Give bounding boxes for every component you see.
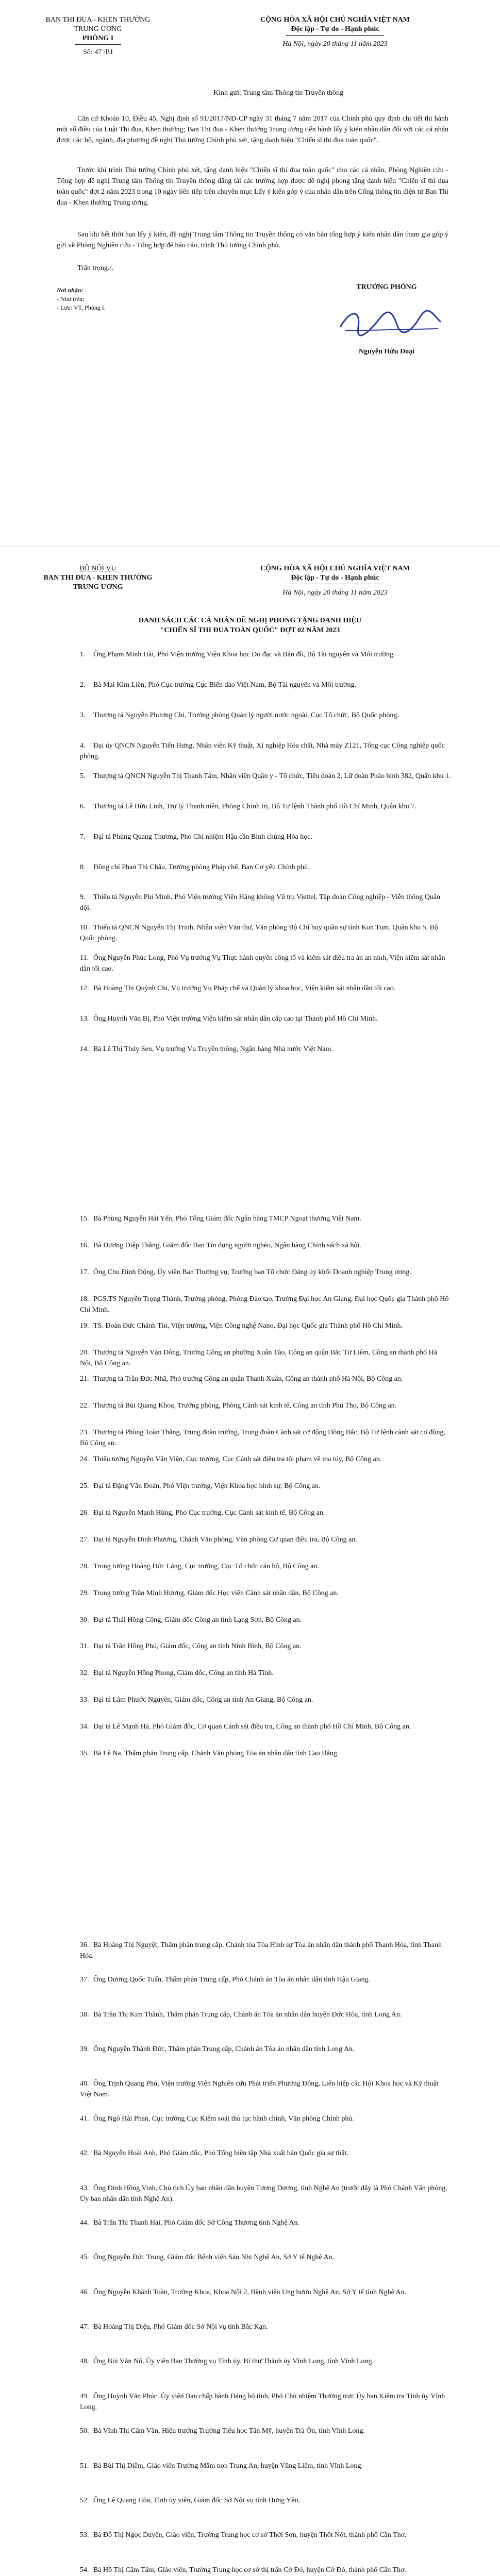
list-item-text: Đại tá Nguyễn Đình Phương, Chánh Văn phòng, Văn phòng Cơ quan điều tra, Bộ Công an. bbox=[93, 1535, 357, 1544]
list-item-number: 6. bbox=[80, 802, 86, 810]
list-item bbox=[80, 710, 451, 721]
list-item bbox=[80, 1668, 451, 1679]
org-line3: PHÒNG I bbox=[82, 35, 114, 42]
list-item-number: 54. bbox=[80, 2566, 89, 2574]
list-item-text: Đại tá Đặng Văn Đoàn, Phó Viện trưởng, Viện Khoa học hình sự, Bộ Công an. bbox=[93, 1482, 321, 1490]
recipients-block bbox=[57, 286, 106, 312]
list-item-text: Bà Nguyễn Hoài Anh, Phó Giám đốc, Phó Tổng biên tập Nhà xuất bản Quốc gia sự thật. bbox=[93, 2149, 348, 2158]
list-item bbox=[80, 1974, 451, 1985]
list-item-text: Thượng tá Nguyễn Phương Chi, Trưởng phòng Quản lý người nước ngoài, Cục Tổ chức, Bộ Quốc phòng. bbox=[93, 711, 399, 719]
list-item bbox=[80, 1374, 451, 1384]
list-item-number: 19. bbox=[80, 1321, 89, 1330]
list-item-number: 2. bbox=[80, 681, 86, 689]
list-item-text: Trung tướng Trần Minh Hương, Giám đốc Học viện Cảnh sát nhân dân, Bộ Công an. bbox=[93, 1589, 339, 1597]
list-title bbox=[21, 616, 479, 635]
list-item-number: 49. bbox=[80, 2392, 89, 2400]
list-item-text: PGS.TS Nguyễn Trọng Thành, Trưởng phòng, Phòng Đào tạo, Trường Đại học An Giang, Đại học Quốc gia Thành phố Hồ Chí Minh. bbox=[80, 1295, 449, 1314]
list-item bbox=[80, 2078, 451, 2100]
list-item-text: Ông Lê Quang Hòa, Tỉnh ủy viên, Giám đốc Sở Nội vụ tỉnh Hưng Yên. bbox=[93, 2496, 301, 2504]
list-item-text: Thượng tá Bùi Quang Khoa, Trưởng phòng, Phòng Cảnh sát kinh tế, Công an tỉnh Phú Thọ, Bộ Công an. bbox=[93, 1402, 397, 1410]
list-item bbox=[80, 1748, 451, 1759]
list-item bbox=[80, 2461, 451, 2471]
list-item bbox=[80, 832, 451, 842]
list-item-number: 35. bbox=[80, 1750, 89, 1758]
list-item bbox=[80, 1213, 451, 1224]
list-item bbox=[80, 1267, 451, 1278]
recipient-2: - Lưu: VT, Phòng I. bbox=[57, 304, 106, 311]
list-item-text: Thượng tá Lê Hữu Linh, Trợ lý Thanh niên, Phòng Chính trị, Bộ Tư lệnh Thành phố Hồ Chí Minh, Quân khu 7. bbox=[93, 802, 416, 810]
list-item-number: 23. bbox=[80, 1429, 89, 1437]
list-item-number: 48. bbox=[80, 2358, 89, 2366]
list-item-text: Bà Phùng Nguyễn Hải Yến, Phó Tổng Giám đốc Ngân hàng TMCP Ngoại thương Việt Nam. bbox=[93, 1215, 361, 1223]
list-item-text: Bà Mai Kim Liên, Phó Cục trưởng Cục Biển đảo Việt Nam, Bộ Tài nguyên và Môi trường. bbox=[93, 681, 357, 689]
recipients-label: Nơi nhận: bbox=[57, 286, 84, 294]
list-item-number: 47. bbox=[80, 2323, 89, 2331]
list-item bbox=[80, 1940, 451, 1961]
list-item-text: Bà Hoàng Thị Diệu, Phó Giám đốc Sở Nội vụ tỉnh Bắc Kạn. bbox=[93, 2323, 268, 2331]
list-item bbox=[80, 2009, 451, 2020]
list-item bbox=[80, 649, 451, 660]
list-item bbox=[80, 1400, 451, 1411]
list-item-number: 10. bbox=[80, 924, 89, 932]
list-item-number: 8. bbox=[80, 863, 86, 871]
list-item bbox=[80, 801, 451, 812]
list-item-text: Ông Nguyễn Đức Trung, Giám đốc Bệnh viện Sản Nhi Nghệ An, Sở Y tế Nghệ An. bbox=[93, 2253, 334, 2262]
list-item-text: Thượng tá Trần Đức Nhã, Phó trưởng Công an quận Thanh Xuân, Công an thành phố Hà Nội, Bộ Công an. bbox=[93, 1375, 403, 1383]
list-item-number: 36. bbox=[80, 1941, 89, 1949]
list-item-text: Đại tá Trần Hồng Phú, Giám đốc, Công an tỉnh Ninh Bình, Bộ Công an. bbox=[93, 1642, 302, 1651]
list-item-number: 37. bbox=[80, 1976, 89, 1984]
list-item bbox=[80, 1641, 451, 1652]
list-item-text: Ông Nguyễn Thành Đức, Thẩm phán Trung cấp, Chánh án Tòa án nhân dân tỉnh Long An. bbox=[93, 2045, 355, 2054]
list-item-text: Bà Hoàng Thị Nguyệt, Thẩm phán trung cấp, Chánh tòa Tòa Hình sự Tòa án nhân dân thành phố Thanh Hóa, tỉnh Thanh Hóa. bbox=[80, 1941, 442, 1960]
list-title-line1: DANH SÁCH CÁC CÁ NHÂN ĐỀ NGHỊ PHONG TẶNG DANH HIỆU bbox=[138, 617, 362, 624]
list-national-block bbox=[191, 564, 479, 598]
paragraph-3: Sau khi hết thời hạn lấy ý kiến, đề nghị Trung tâm Thông tin Truyền thông có văn bản tổng hợp ý kiến nhân dân tham gia góp ý gửi về Phòng Nghiên cứu - Tổng hợp để báo cáo, trình Thủ tướng Chính phủ. bbox=[57, 231, 448, 249]
list-item-text: Ông Đinh Hồng Vinh, Chủ tịch Ủy ban nhân dân huyện Tương Dương, tỉnh Nghệ An (trước đây là Phó Chánh Văn phòng, Ủy ban nhân dân tỉnh Nghệ An). bbox=[80, 2184, 447, 2203]
list-item bbox=[80, 1615, 451, 1625]
list-item-number: 5. bbox=[80, 772, 86, 780]
list-item-text: Thượng tá QNCN Nguyễn Thị Thanh Tâm, Nhân viên Quân y - Tổ chức, Tiểu đoàn 2, Lữ đoàn Pháo binh 382, Quân khu 1. bbox=[93, 772, 451, 780]
list-item-number: 21. bbox=[80, 1375, 89, 1383]
list-item bbox=[80, 2044, 451, 2055]
list-item bbox=[80, 1721, 451, 1732]
list-page bbox=[21, 559, 479, 2576]
signer-name: Nguyễn Hữu Đoại bbox=[359, 348, 414, 355]
recipient-1: - Như trên; bbox=[57, 295, 85, 302]
list-item-text: Ông Huỳnh Văn Phúc, Ủy viên Ban chấp hành Đảng bộ tỉnh, Phó Chủ nhiệm Thường trực Ủy ban Kiểm tra Tỉnh ủy Vĩnh Long. bbox=[80, 2392, 445, 2411]
doc-number: Số: 47 /P.I bbox=[83, 48, 113, 56]
list-item-number: 50. bbox=[80, 2427, 89, 2435]
letter-national-block bbox=[191, 15, 479, 49]
list-item bbox=[80, 2148, 451, 2159]
list-item-number: 32. bbox=[80, 1669, 89, 1677]
list-item-text: Bà Đỗ Thị Ngọc Duyên, Giáo viên, Trường Trung học cơ sở Thới Sơn, huyện Thốt Nốt, thành phố Cần Thơ. bbox=[93, 2531, 407, 2539]
list-item-number: 34. bbox=[80, 1723, 89, 1731]
list-item-text: Ông Chu Đình Động, Ủy viên Ban Thường vụ, Trưởng ban Tổ chức Đảng ủy khối Doanh nghiệp Trung ương. bbox=[93, 1268, 411, 1276]
list-item-number: 51. bbox=[80, 2462, 89, 2470]
list-item bbox=[80, 2252, 451, 2263]
list-item-number: 52. bbox=[80, 2496, 89, 2504]
list-item bbox=[80, 1013, 451, 1024]
list-item bbox=[80, 2391, 451, 2413]
list-item bbox=[80, 2287, 451, 2298]
list-item bbox=[80, 1507, 451, 1518]
list-item-number: 46. bbox=[80, 2288, 89, 2296]
list-item-number: 28. bbox=[80, 1562, 89, 1570]
list-item-number: 1. bbox=[80, 651, 86, 658]
list-item-text: Ông Dương Quốc Tuấn, Thẩm phán Trung cấp, Phó Chánh án Tòa án nhân dân tỉnh Hậu Giang. bbox=[93, 1976, 371, 1984]
list-org-line1: BỘ NỘI VỤ bbox=[79, 565, 116, 572]
motto: Độc lập - Tự do - Hạnh phúc bbox=[291, 25, 379, 33]
list-item bbox=[80, 2530, 451, 2540]
list-item-text: Ông Nguyễn Phúc Long, Phó Vụ trưởng Vụ Thực hành quyền công tố và kiểm sát điều tra án an ninh, Viện kiểm sát nhân dân tối cao. bbox=[80, 954, 445, 973]
list-item bbox=[80, 953, 451, 974]
list-item bbox=[80, 2426, 451, 2436]
list-item-text: Ông Bùi Văn Nô, Ủy viên Ban Thường vụ Tỉnh ủy, Bí thư Thành ủy Vĩnh Long, tỉnh Vĩnh Long. bbox=[93, 2358, 374, 2366]
list-item bbox=[80, 680, 451, 690]
list-item-number: 38. bbox=[80, 2010, 89, 2019]
list-item bbox=[80, 2495, 451, 2506]
list-item-text: Bà Hoàng Thị Quỳnh Chi, Vụ trưởng Vụ Pháp chế và Quản lý khoa học, Viện kiểm sát nhân dân tối cao. bbox=[93, 985, 396, 993]
list-item-text: Đại tá Thái Hồng Công, Giám đốc Công an tỉnh Lạng Sơn, Bộ Công an. bbox=[93, 1616, 302, 1624]
list-item-text: Thiếu tướng Nguyễn Văn Viện, Cục trưởng, Cục Cảnh sát điều tra tội phạm về ma túy, Bộ Công an. bbox=[93, 1455, 382, 1464]
list-item bbox=[80, 2183, 451, 2205]
list-org-block bbox=[21, 564, 175, 592]
list-item bbox=[80, 922, 451, 944]
list-item-number: 41. bbox=[80, 2114, 89, 2123]
list-item-number: 53. bbox=[80, 2531, 89, 2539]
list-item-number: 24. bbox=[80, 1455, 89, 1464]
list-item-number: 26. bbox=[80, 1509, 89, 1517]
list-item-text: Đại tá Nguyễn Hồng Phong, Giám đốc, Công an tỉnh Hà Tĩnh. bbox=[93, 1669, 274, 1677]
list-item-text: Đại tá Nguyễn Mạnh Hùng, Phó Cục trưởng, Cục Cảnh sát kinh tế, Bộ Công an. bbox=[93, 1509, 325, 1517]
list-item-text: Bà Hồ Thị Cẩm Tâm, Giáo viên, Trường Trung học cơ sở thị trấn Cờ Đỏ, huyện Cờ Đỏ, thành phố Cần Thơ. bbox=[93, 2566, 406, 2574]
list-item-number: 14. bbox=[80, 1045, 89, 1054]
sign-title: TRƯỞNG PHÒNG bbox=[356, 283, 417, 291]
list-item-number: 22. bbox=[80, 1402, 89, 1410]
list-item-number: 45. bbox=[80, 2253, 89, 2262]
list-item-number: 4. bbox=[80, 741, 86, 750]
list-title-line2: "CHIẾN SĨ THI ĐUA TOÀN QUỐC" ĐỢT 02 NĂM 2023 bbox=[160, 626, 340, 634]
list-item bbox=[80, 1694, 451, 1705]
list-item-text: Thiếu tá Nguyễn Phi Minh, Phó Viện trưởng Viện Hàng không Vũ trụ Viettel, Tập đoàn Công nghiệp - Viễn thông Quân đội. bbox=[80, 893, 441, 912]
list-item-text: Ông Huỳnh Văn Bị, Phó Viện trưởng Viện kiểm sát nhân dân cấp cao tại Thành phố Hồ Chí Minh. bbox=[93, 1015, 378, 1023]
list-item-text: Thượng tá Phùng Toàn Thắng, Trung đoàn trưởng, Trung đoàn Cảnh sát cơ động Đồng Bắc, Bộ Tư lệnh cảnh sát cơ động, Bộ Công an. bbox=[80, 1429, 445, 1448]
list-item-number: 9. bbox=[80, 893, 86, 902]
org-line1: BAN THI ĐUA - KHEN THƯỞNG bbox=[45, 16, 151, 24]
list-org-line2: BAN THI ĐUA - KHEN THƯỞNG bbox=[43, 574, 153, 582]
list-motto: Độc lập - Tự do - Hạnh phúc bbox=[291, 574, 379, 582]
signature-image bbox=[330, 299, 454, 340]
list-item-text: Bà Trần Thị Kim Thành, Thẩm phán Trung cấp, Chánh án Tòa án nhân dân huyện Đức Hòa, tỉnh Long An. bbox=[93, 2010, 402, 2019]
list-item-text: Bà Bùi Thị Diễm, Giáo viên Trường Mầm non Trung An, huyện Vũng Liêm, tỉnh Vĩnh Long. bbox=[93, 2462, 363, 2470]
list-item bbox=[80, 771, 451, 782]
list-item-text: Ông Trịnh Quang Phú, Viện trưởng Viện Nghiên cứu Phát triển Phương Đông, Liên hiệp các Hội Khoa học và Kỹ thuật Việt Nam. bbox=[80, 2080, 439, 2099]
letter-page bbox=[21, 10, 479, 526]
list-item bbox=[80, 1294, 451, 1315]
list-item-text: Đồng chí Phan Thị Châu, Trưởng phòng Pháp chế, Ban Cơ yếu Chính phủ. bbox=[93, 863, 310, 871]
list-item bbox=[80, 2113, 451, 2124]
list-item-number: 16. bbox=[80, 1241, 89, 1249]
list-item bbox=[80, 2217, 451, 2228]
list-item-number: 20. bbox=[80, 1348, 89, 1357]
list-item-text: Ông Ngô Hải Phan, Cục trưởng Cục Kiểm soát thủ tục hành chính, Văn phòng Chính phủ. bbox=[93, 2114, 354, 2123]
list-item-number: 29. bbox=[80, 1589, 89, 1597]
list-item bbox=[80, 1534, 451, 1545]
list-item bbox=[80, 2356, 451, 2367]
list-item bbox=[80, 892, 451, 913]
list-item-number: 17. bbox=[80, 1268, 89, 1276]
letter-org-block bbox=[21, 15, 175, 57]
list-item-text: Đại tá Phùng Quang Thương, Phó Chỉ nhiệm Hậu cần Bình chủng Hóa học. bbox=[93, 833, 312, 841]
list-item-text: Bà Dương Diệp Thắng, Giám đốc Ban Tín dụng người nghèo, Ngân hàng Chính sách xã hội. bbox=[93, 1241, 361, 1249]
page-separator bbox=[0, 546, 500, 547]
list-item-text: Đại tá Lâm Phước Nguyên, Giám đốc, Công an tỉnh An Giang, Bộ Công an. bbox=[93, 1696, 313, 1704]
list-item-number: 11. bbox=[80, 954, 89, 962]
list-item-number: 31. bbox=[80, 1642, 89, 1651]
list-item-number: 27. bbox=[80, 1535, 89, 1544]
list-item-text: Thượng tá Nguyễn Văn Đông, Trưởng Công an phường Xuân Tảo, Công an quận Bắc Từ Liêm, Công an thành phố Hà Nội, Bộ Công an. bbox=[80, 1348, 437, 1367]
country-name: CỘNG HÒA XÃ HỘI CHỦ NGHĨA VIỆT NAM bbox=[260, 16, 410, 24]
list-item-number: 30. bbox=[80, 1616, 89, 1624]
list-item bbox=[80, 1454, 451, 1465]
paragraph-2: Trước khi trình Thủ tướng Chính phủ xét, tặng danh hiệu "Chiến sĩ thi đua toàn quốc" cho các cá nhân, Phòng Nghiên cứu - Tổng hợp đề nghị Trung tâm Thông tin Truyền thông đăng tải các trường hợp được đề nghị phong tặng danh hiệu "Chiến sĩ thi đua toàn quốc" đợt 2 năm 2023 trong 10 ngày liên tiếp trên chuyên mục Lấy ý kiến góp ý của nhân dân trên Cổng thông tin điện tử Ban Thi đua - Khen thưởng Trung ương. bbox=[57, 166, 448, 207]
list-item-number: 43. bbox=[80, 2184, 89, 2192]
list-item-number: 44. bbox=[80, 2218, 89, 2227]
list-item bbox=[80, 1347, 451, 1369]
list-item bbox=[80, 2565, 451, 2575]
org-line2: TRUNG ƯƠNG bbox=[74, 25, 122, 33]
list-item-number: 25. bbox=[80, 1482, 89, 1490]
list-item-text: Bà Lê Na, Thẩm phán Trung cấp, Chánh Văn phòng Tòa án nhân dân tỉnh Cao Bằng. bbox=[93, 1750, 339, 1758]
list-item bbox=[80, 1044, 451, 1055]
list-item-number: 42. bbox=[80, 2149, 89, 2158]
list-date: Hà Nội, ngày 20 tháng 11 năm 2023 bbox=[282, 589, 388, 597]
list-item-text: Đại tá Lê Mạnh Hà, Phó Giám đốc, Cơ quan Cảnh sát điều tra, Công an thành phố Hồ Chí Minh, Bộ Công an. bbox=[93, 1723, 411, 1731]
list-item bbox=[80, 983, 451, 994]
list-item-number: 13. bbox=[80, 1015, 89, 1023]
list-item-text: Bà Trần Thị Thanh Hải, Phó Giám đốc Sở Công Thương tỉnh Nghệ An. bbox=[93, 2218, 300, 2227]
list-item bbox=[80, 1240, 451, 1251]
list-item-text: Ông Phạm Minh Hải, Phó Viện trưởng Viện Khoa học Đo đạc và Bản đồ, Bộ Tài nguyên và Môi trường. bbox=[93, 651, 395, 658]
list-item-text: Thiếu tá QNCN Nguyễn Thị Trinh, Nhân viên Văn thư, Văn phòng Bộ Chỉ huy quân sự tỉnh Kon Tum, Quân khu 5, Bộ Quốc phòng. bbox=[80, 924, 438, 943]
list-item-number: 18. bbox=[80, 1295, 89, 1303]
list-item bbox=[80, 2321, 451, 2332]
list-item bbox=[80, 1320, 451, 1331]
letter-date: Hà Nội, ngày 20 tháng 11 năm 2023 bbox=[282, 40, 388, 48]
closing: Trân trọng./. bbox=[77, 264, 113, 272]
recipient-line: Kính gửi: Trung tâm Thông tin Truyền thông bbox=[213, 89, 343, 97]
list-country: CỘNG HÒA XÃ HỘI CHỦ NGHĨA VIỆT NAM bbox=[260, 565, 410, 572]
list-org-line3: TRUNG ƯƠNG bbox=[73, 583, 123, 591]
list-item-number: 7. bbox=[80, 833, 86, 841]
list-item-text: Trung tướng Hoàng Đức Lăng, Cục trưởng, Cục Tổ chức cán bộ, Bộ Công an. bbox=[93, 1562, 319, 1570]
list-item bbox=[80, 1481, 451, 1492]
list-item-number: 3. bbox=[80, 711, 86, 719]
paragraph-1: Căn cứ Khoản 10, Điều 45, Nghị định số 91/2017/NĐ-CP ngày 31 tháng 7 năm 2017 của Chính phủ quy định chi tiết thi hành một số điều của Luật Thi đua, Khen thưởng; Ban Thi đua - Khen thưởng Trung ương tiến hành lấy ý kiến nhân dân đối với các cá nhân được các bộ, ngành, địa phương đề nghị Thủ tướng Chính phủ xét, tặng danh hiệu "Chiến sĩ thi đua toàn quốc". bbox=[57, 115, 448, 144]
list-item-number: 40. bbox=[80, 2080, 89, 2088]
list-item-text: TS. Đoàn Đức Chánh Tín, Viện trưởng, Viện Công nghệ Nano, Đại học Quốc gia Thành phố Hồ Chí Minh. bbox=[93, 1321, 403, 1330]
list-item-number: 15. bbox=[80, 1215, 89, 1223]
list-item-number: 39. bbox=[80, 2045, 89, 2054]
list-item bbox=[80, 862, 451, 873]
list-item bbox=[80, 1588, 451, 1599]
list-item-text: Đại úy QNCN Nguyễn Tiến Hưng, Nhân viên Kỹ thuật, Xí nghiệp Hóa chất, Nhà máy Z121, Tổng cục Công nghiệp quốc phòng. bbox=[80, 741, 445, 760]
list-item-number: 33. bbox=[80, 1696, 89, 1704]
list-item bbox=[80, 740, 451, 762]
list-item-text: Bà Lê Thị Thúy Sen, Vụ trưởng Vụ Truyền thông, Ngân hàng Nhà nước Việt Nam. bbox=[93, 1045, 333, 1054]
list-item-number: 12. bbox=[80, 985, 89, 993]
list-item-text: Ông Nguyễn Khánh Toàn, Trưởng Khoa, Khoa Nội 2, Bệnh viện Ung bướu Nghệ An, Sở Y tế tỉnh Nghệ An. bbox=[93, 2288, 407, 2296]
list-item bbox=[80, 1561, 451, 1572]
list-item bbox=[80, 1427, 451, 1449]
list-item-text: Bà Vĩnh Thị Cẩm Vân, Hiệu trưởng Trường Tiểu học Tân Mỹ, huyện Trà Ôn, tỉnh Vĩnh Long. bbox=[93, 2427, 365, 2435]
